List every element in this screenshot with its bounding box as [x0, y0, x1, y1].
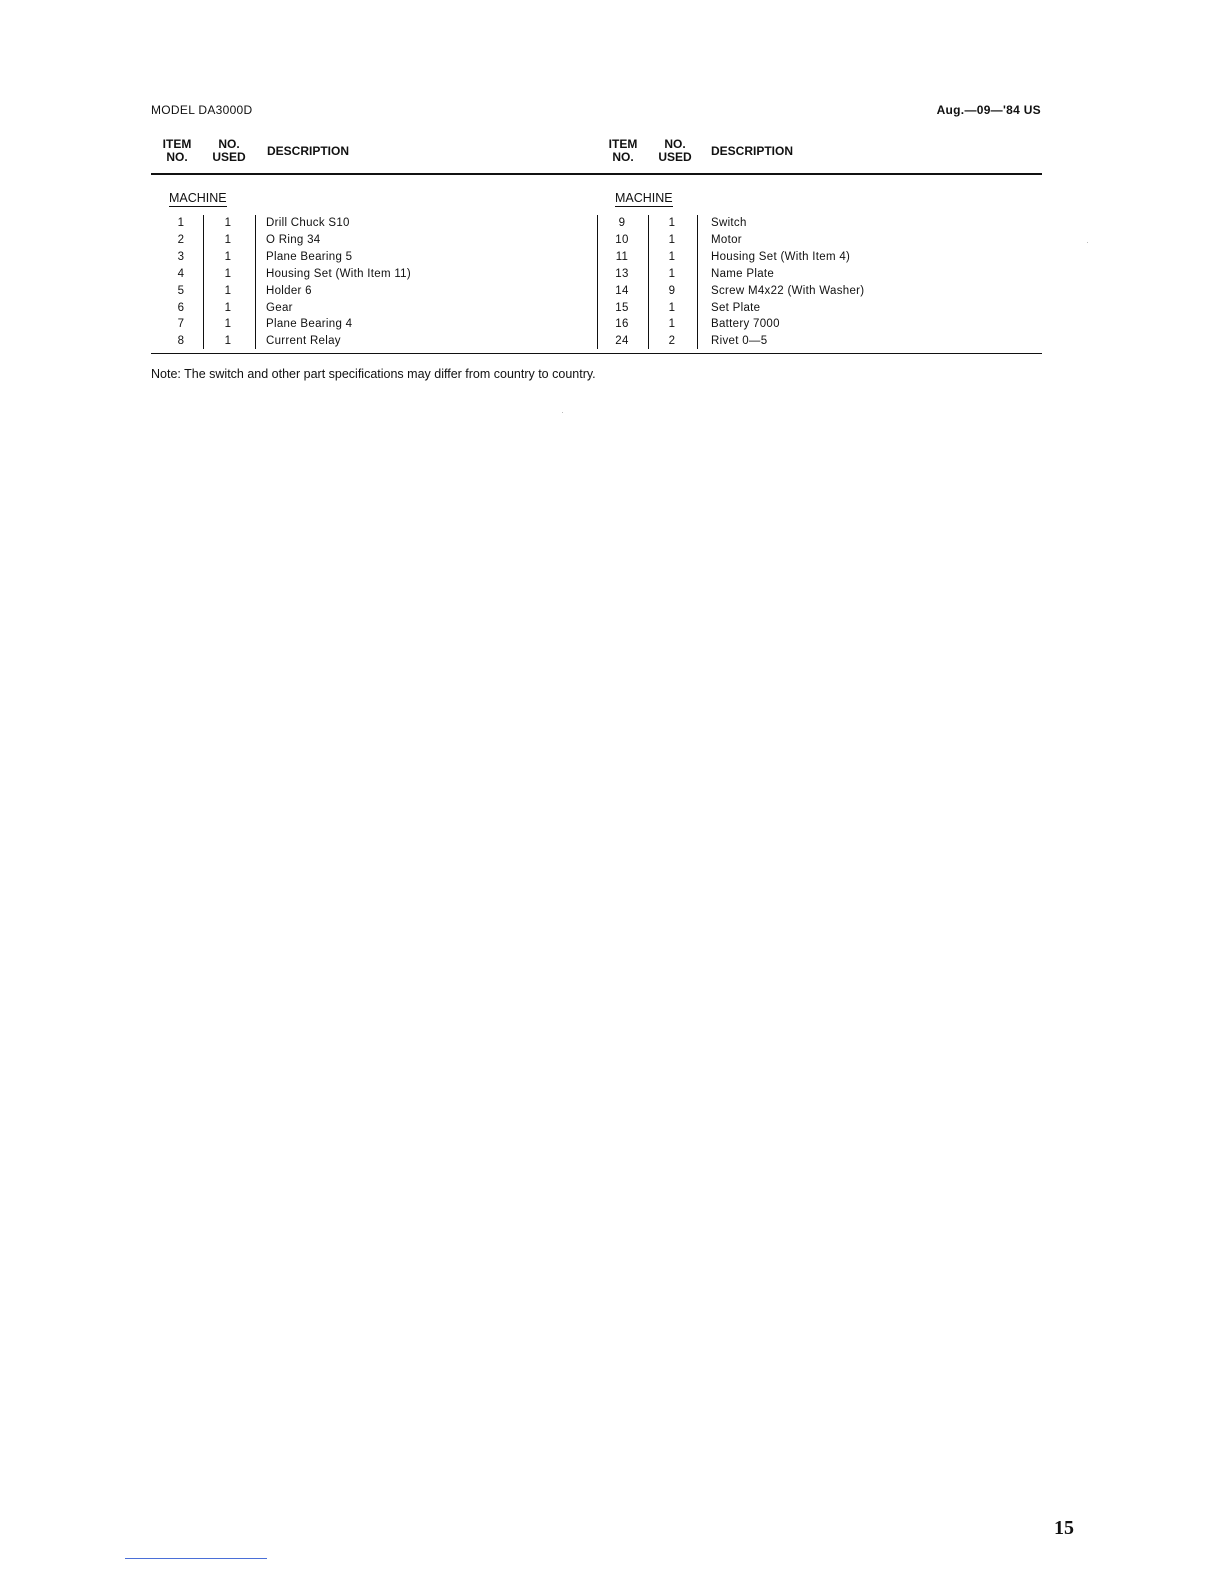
- header-rule: [151, 173, 1042, 175]
- footer-line: [125, 1558, 267, 1559]
- part-description: Housing Set (With Item 11): [266, 267, 411, 280]
- item-number: 14: [615, 284, 629, 297]
- item-number: 16: [615, 318, 629, 331]
- item-number: 6: [177, 301, 185, 314]
- item-number: 1: [177, 217, 185, 229]
- part-description: Motor: [711, 233, 742, 246]
- item-number: 10: [615, 233, 629, 246]
- footer-rule: [151, 353, 1042, 354]
- item-number: 7: [177, 318, 185, 331]
- column-divider: [697, 215, 698, 349]
- part-description: Holder 6: [266, 284, 312, 297]
- quantity-used: 1: [668, 318, 676, 331]
- item-heading-line2: NO.: [612, 150, 634, 164]
- part-description: Name Plate: [711, 267, 775, 280]
- item-number: 9: [618, 217, 626, 229]
- item-number: 11: [615, 250, 629, 263]
- part-description: Battery 7000: [711, 318, 780, 331]
- quantity-used: 1: [668, 250, 676, 263]
- no-used-heading: [209, 138, 249, 164]
- section-label-left: MACHINE: [169, 191, 227, 205]
- specification-note: Note: The switch and other part specifications may differ from country to country.: [151, 367, 596, 381]
- description-heading: DESCRIPTION: [711, 144, 794, 158]
- item-no-heading: [605, 138, 641, 164]
- part-description: Switch: [711, 217, 747, 229]
- item-number: 15: [615, 301, 629, 314]
- item-number: 3: [177, 250, 185, 263]
- part-description: Drill Chuck S10: [266, 217, 350, 229]
- scan-speck: [1087, 242, 1088, 243]
- item-heading-line1: ITEM: [608, 137, 638, 151]
- used-heading-line2: USED: [658, 150, 692, 164]
- quantity-used: 1: [668, 233, 676, 246]
- item-number: 13: [615, 267, 629, 280]
- part-description: Plane Bearing 4: [266, 318, 353, 331]
- item-no-heading: [159, 138, 195, 164]
- quantity-used: 1: [668, 267, 676, 280]
- item-heading-line2: NO.: [166, 150, 188, 164]
- column-divider: [203, 215, 204, 349]
- no-used-heading: [655, 138, 695, 164]
- scan-speck: [562, 412, 563, 413]
- quantity-used: 1: [224, 284, 232, 297]
- column-divider: [255, 215, 256, 349]
- part-description: Housing Set (With Item 4): [711, 250, 851, 263]
- quantity-used: 1: [224, 335, 232, 348]
- used-heading-line1: NO.: [664, 137, 686, 151]
- item-number: 2: [177, 233, 185, 246]
- page-number: 15: [1054, 1517, 1074, 1539]
- quantity-used: 9: [668, 284, 676, 297]
- section-label-right: MACHINE: [615, 191, 673, 205]
- model-label: MODEL DA3000D: [151, 103, 253, 117]
- quantity-used: 1: [668, 301, 676, 314]
- part-description: Screw M4x22 (With Washer): [711, 284, 865, 297]
- used-heading-line1: NO.: [218, 137, 240, 151]
- part-description: Current Relay: [266, 335, 341, 348]
- column-divider: [597, 215, 598, 349]
- revision-date: Aug.—09—'84 US: [936, 103, 1041, 117]
- quantity-used: 2: [668, 335, 676, 348]
- quantity-used: 1: [224, 233, 232, 246]
- quantity-used: 1: [224, 267, 232, 280]
- part-description: Set Plate: [711, 301, 761, 314]
- column-divider: [648, 215, 649, 349]
- part-description: O Ring 34: [266, 233, 321, 246]
- quantity-used: 1: [224, 301, 232, 314]
- used-heading-line2: USED: [212, 150, 246, 164]
- description-heading: DESCRIPTION: [267, 144, 350, 158]
- quantity-used: 1: [224, 318, 232, 331]
- item-number: 24: [615, 335, 629, 348]
- quantity-used: 1: [224, 250, 232, 263]
- quantity-used: 1: [224, 217, 232, 229]
- item-heading-line1: ITEM: [162, 137, 192, 151]
- item-number: 8: [177, 335, 185, 348]
- item-number: 5: [177, 284, 185, 297]
- item-number: 4: [177, 267, 185, 280]
- part-description: Plane Bearing 5: [266, 250, 353, 263]
- quantity-used: 1: [668, 217, 676, 229]
- part-description: Rivet 0—5: [711, 335, 768, 348]
- part-description: Gear: [266, 301, 293, 314]
